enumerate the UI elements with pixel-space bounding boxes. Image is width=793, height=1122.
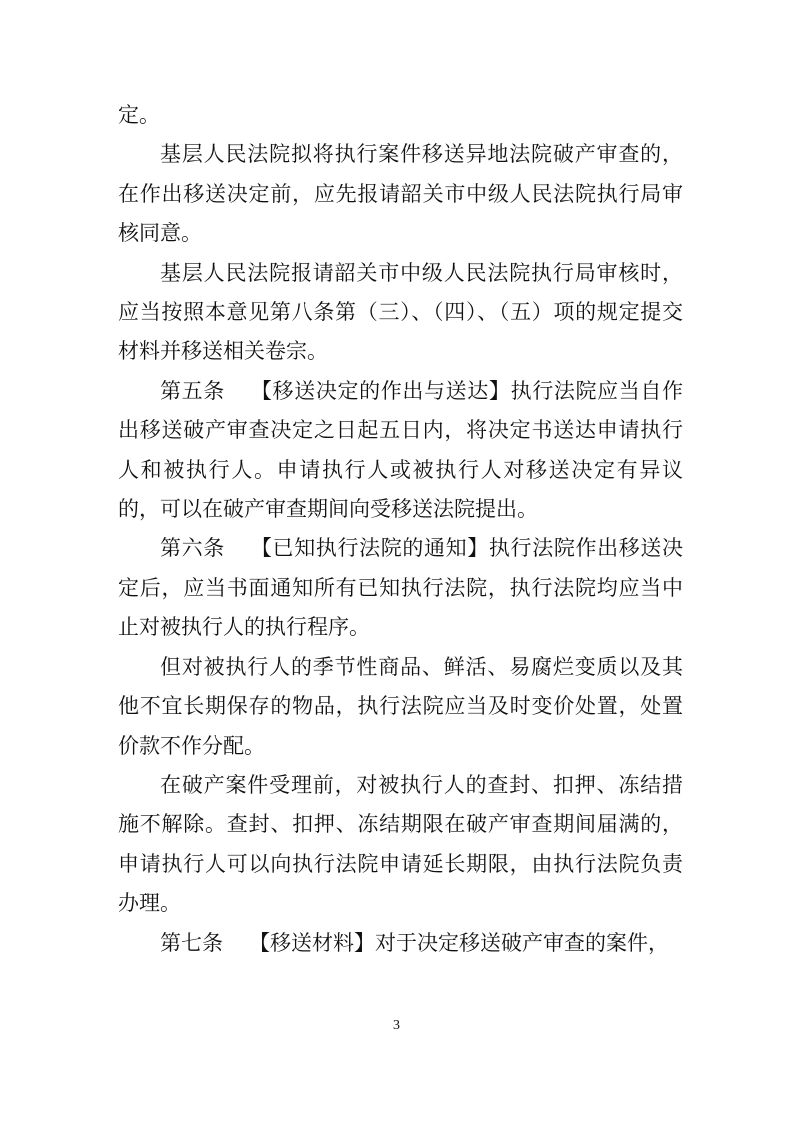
paragraph [118, 766, 683, 924]
page-number: 3 [393, 1018, 400, 1033]
article-paragraph [118, 924, 683, 963]
paragraph-text: 执行法院作出移送决定后，应当书面通知所有已知执行法院，执行法院均应当中止对被执行人的执行程序。 [118, 536, 684, 640]
article-heading: 【移送决定的作出与送达】 [250, 378, 511, 403]
article-paragraph [118, 529, 683, 647]
article-heading: 【已知执行法院的通知】 [250, 536, 489, 561]
article-paragraph [118, 372, 683, 530]
paragraph [118, 648, 683, 766]
article-number: 第七条 [160, 930, 223, 955]
paragraph [118, 254, 683, 372]
paragraph-continuation [118, 96, 683, 135]
paragraph-text: 定。 [118, 103, 160, 127]
article-heading: 【移送材料】 [249, 930, 375, 955]
paragraph-text: 基层人民法院报请韶关市中级人民法院执行局审核时，应当按照本意见第八条第（三）、（四）、（五）项的规定提交材料并移送相关卷宗。 [118, 260, 683, 364]
paragraph-text: 基层人民法院拟将执行案件移送异地法院破产审查的，在作出移送决定前，应先报请韶关市中级人民法院执行局审核同意。 [118, 142, 683, 246]
paragraph-text: 但对被执行人的季节性商品、鲜活、易腐烂变质以及其他不宜长期保存的物品，执行法院应当及时变价处置，处置价款不作分配。 [118, 654, 683, 758]
body-text [118, 96, 683, 963]
paragraph-text: 执行法院应当自作出移送破产审查决定之日起五日内，将决定书送达申请执行人和被执行人。申请执行人或被执行人对移送决定有异议的，可以在破产审查期间向受移送法院提出。 [118, 378, 684, 522]
article-number: 第五条 [160, 378, 225, 403]
article-number: 第六条 [160, 536, 225, 561]
paragraph-text: 在破产案件受理前，对被执行人的查封、扣押、冻结措施不解除。查封、扣押、冻结期限在破产审查期间届满的，申请执行人可以向执行法院申请延长期限，由执行法院负责办理。 [118, 772, 683, 916]
paragraph [118, 135, 683, 253]
paragraph-text: 对于决定移送破产审查的案件， [375, 930, 669, 955]
